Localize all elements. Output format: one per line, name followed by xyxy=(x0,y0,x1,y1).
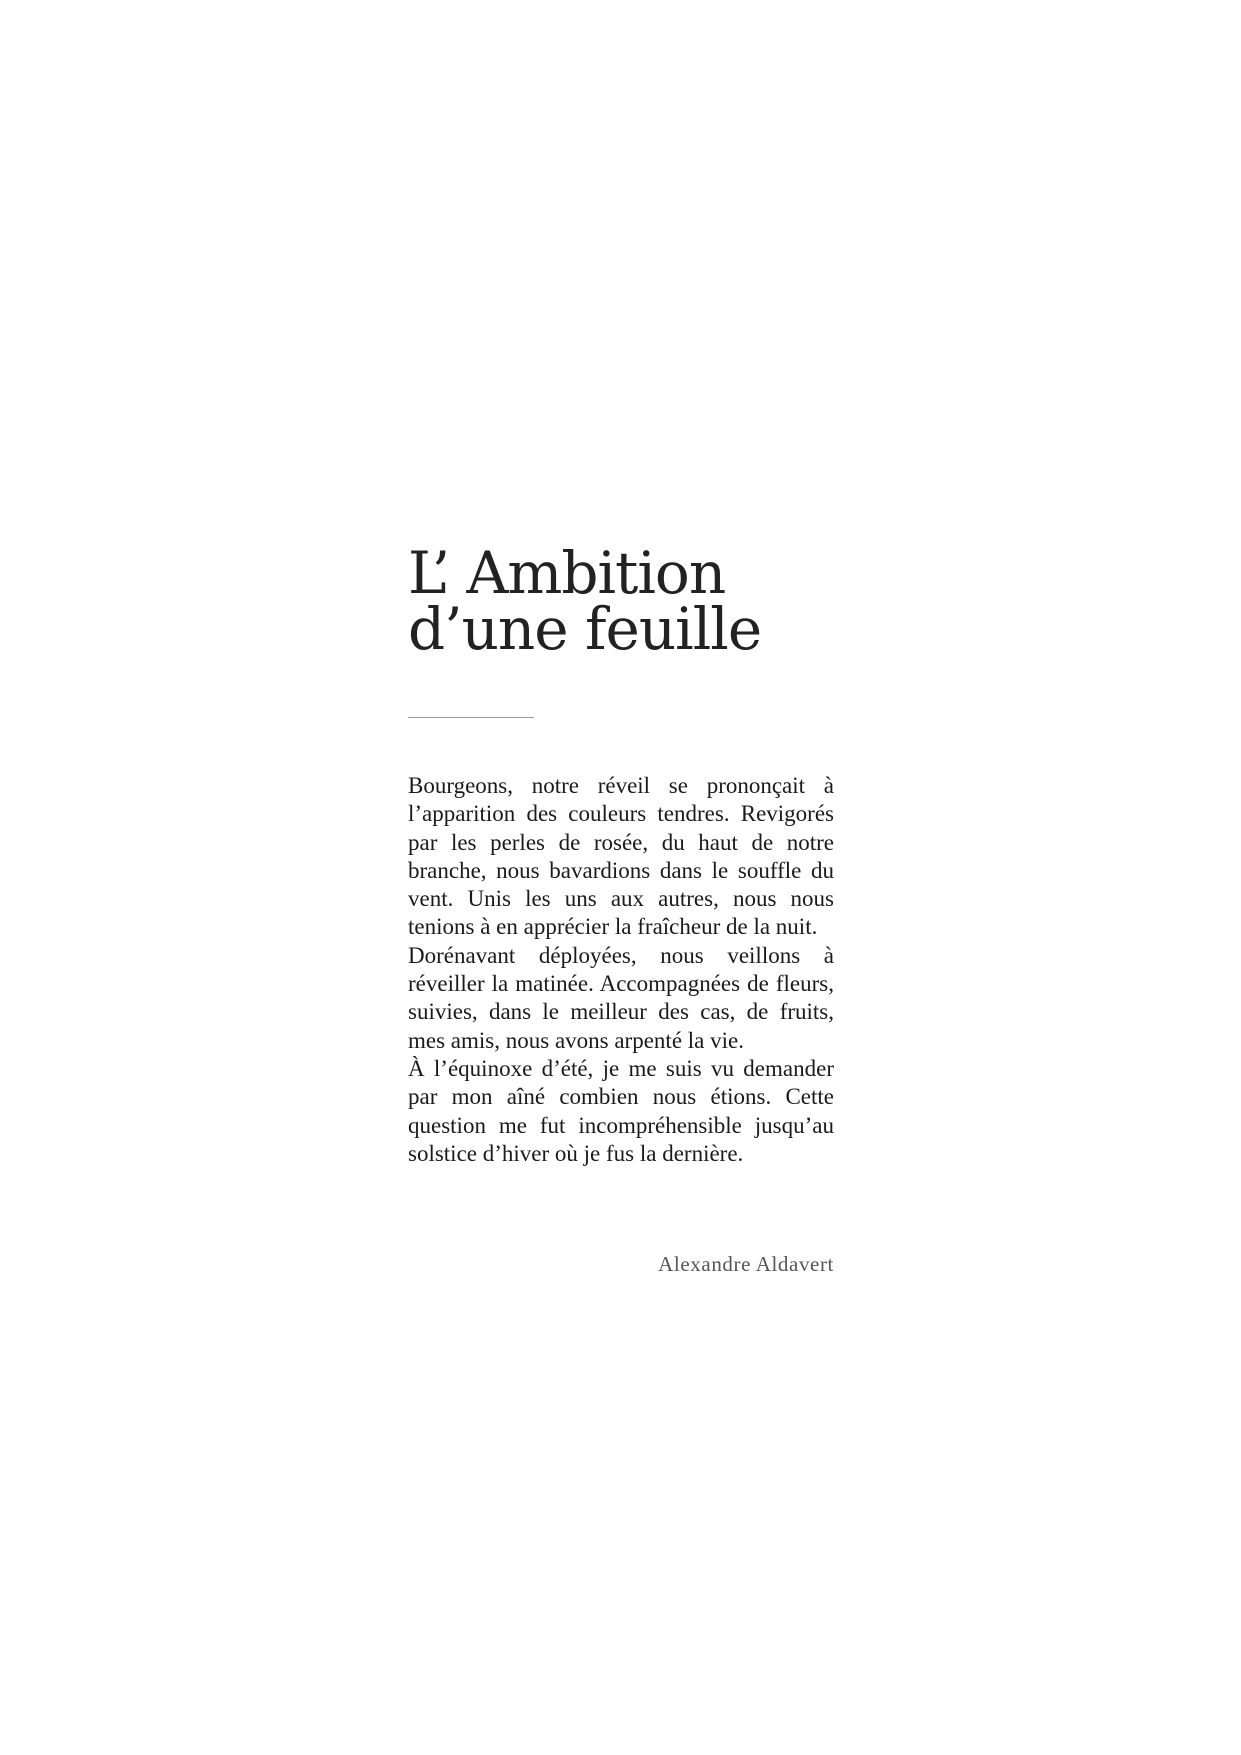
paragraph-2: Dorénavant déployées, nous veillons à réveiller la matinée. Accompagnées de fleurs, suivies, dans le meilleur des cas, de fruits, mes amis, nous avons arpenté la vie. xyxy=(408,942,834,1053)
title-line-2: d’une feuille xyxy=(408,595,762,663)
title-divider xyxy=(408,717,534,718)
author-signature: Alexandre Aldavert xyxy=(658,1252,834,1276)
poem-body xyxy=(408,772,834,1168)
paragraph-3: À l’équinoxe d’été, je me suis vu demander par mon aîné combien nous étions. Cette question me fut incompréhensible jusqu’au solstice d’hiver où je fus la dernière. xyxy=(408,1055,834,1166)
page-title xyxy=(408,539,868,663)
title-line-1: L’ Ambition xyxy=(408,539,726,607)
paragraph-1: Bourgeons, notre réveil se prononçait à l’apparition des couleurs tendres. Revigorés par les perles de rosée, du haut de notre branche, nous bavardions dans le souffle du vent. Unis les uns aux autres, nous nous tenions à en apprécier la fraîcheur de la nuit. xyxy=(408,773,834,940)
